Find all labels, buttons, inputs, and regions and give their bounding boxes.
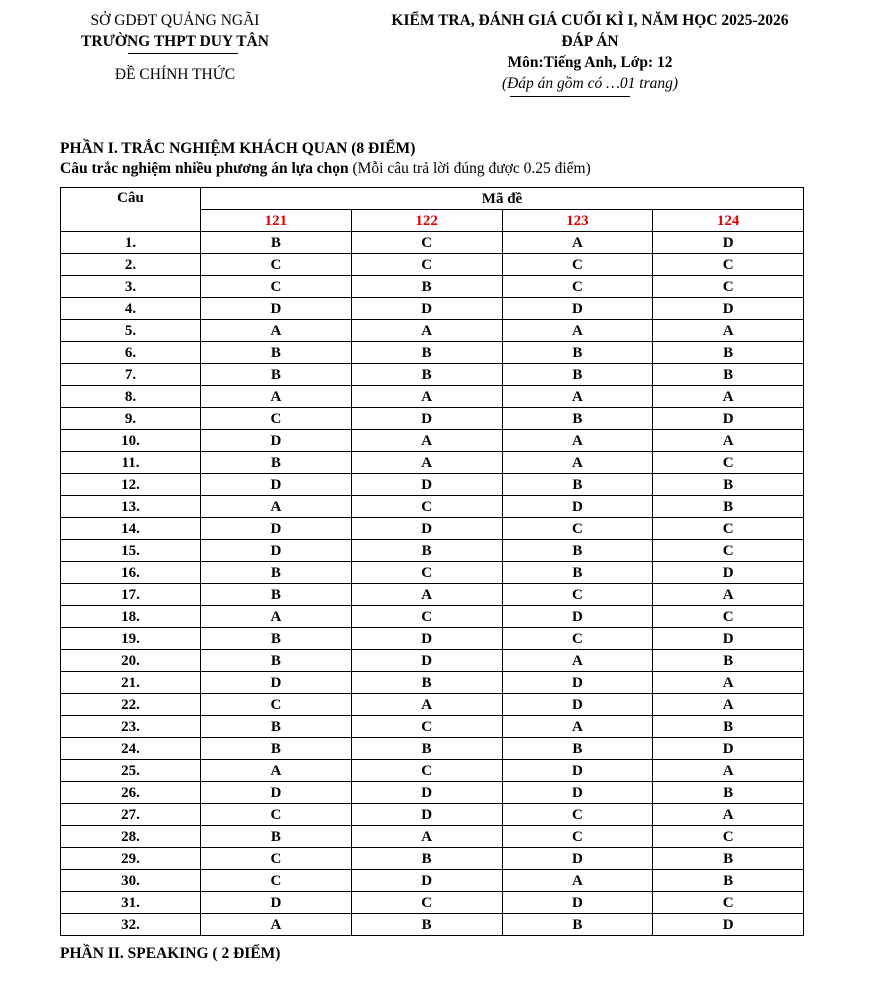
official-label: ĐỀ CHÍNH THỨC: [114, 66, 236, 83]
answer-cell: C: [653, 892, 804, 914]
part1-instruction: [60, 160, 591, 178]
answer-cell: D: [351, 518, 502, 540]
answer-cell: A: [653, 584, 804, 606]
answer-cell: B: [502, 738, 653, 760]
table-row: [61, 584, 804, 606]
header-left: [50, 10, 300, 85]
answer-cell: C: [653, 540, 804, 562]
question-number: 2.: [61, 254, 201, 276]
table-row: [61, 320, 804, 342]
exam-code-124: 124: [653, 210, 804, 232]
answer-cell: D: [653, 232, 804, 254]
part1-heading: PHẦN I. TRẮC NGHIỆM KHÁCH QUAN (8 ĐIỂM): [60, 140, 416, 157]
exam-code-123: 123: [502, 210, 653, 232]
table-row: [61, 760, 804, 782]
answer-cell: C: [502, 826, 653, 848]
answer-cell: D: [653, 562, 804, 584]
answer-cell: B: [351, 848, 502, 870]
answer-cell: C: [351, 496, 502, 518]
answer-cell: C: [653, 518, 804, 540]
table-row: [61, 276, 804, 298]
answer-cell: A: [201, 496, 352, 518]
question-number: 31.: [61, 892, 201, 914]
question-number: 29.: [61, 848, 201, 870]
question-number: 5.: [61, 320, 201, 342]
table-row: [61, 650, 804, 672]
question-number: 4.: [61, 298, 201, 320]
answer-cell: C: [502, 276, 653, 298]
answer-cell: A: [502, 650, 653, 672]
answer-cell: B: [653, 716, 804, 738]
answer-cell: D: [201, 782, 352, 804]
question-number: 15.: [61, 540, 201, 562]
question-number: 1.: [61, 232, 201, 254]
table-row: [61, 738, 804, 760]
answer-cell: D: [201, 892, 352, 914]
header-right: [320, 10, 860, 94]
answer-cell: A: [653, 694, 804, 716]
answer-cell: A: [653, 430, 804, 452]
answer-cell: B: [351, 672, 502, 694]
table-row: [61, 364, 804, 386]
answer-cell: B: [653, 870, 804, 892]
answer-cell: D: [201, 672, 352, 694]
question-number: 3.: [61, 276, 201, 298]
answer-cell: C: [201, 804, 352, 826]
answer-cell: B: [201, 452, 352, 474]
part2-heading: PHẦN II. SPEAKING ( 2 ĐIỂM): [60, 945, 281, 962]
answer-cell: A: [653, 760, 804, 782]
answer-cell: C: [653, 452, 804, 474]
answer-cell: D: [653, 298, 804, 320]
question-number: 20.: [61, 650, 201, 672]
table-row: [61, 452, 804, 474]
answer-cell: C: [201, 694, 352, 716]
answer-cell: A: [502, 232, 653, 254]
table-row: [61, 672, 804, 694]
answer-cell: D: [351, 804, 502, 826]
answer-cell: B: [653, 650, 804, 672]
answer-cell: A: [502, 386, 653, 408]
answer-cell: B: [502, 408, 653, 430]
answer-cell: C: [201, 254, 352, 276]
answer-cell: B: [502, 364, 653, 386]
answer-cell: D: [201, 430, 352, 452]
question-number: 10.: [61, 430, 201, 452]
answer-cell: C: [653, 276, 804, 298]
question-number: 8.: [61, 386, 201, 408]
answer-cell: C: [351, 892, 502, 914]
answer-cell: D: [351, 474, 502, 496]
question-number: 32.: [61, 914, 201, 936]
answer-cell: C: [502, 584, 653, 606]
answer-cell: B: [201, 342, 352, 364]
answer-cell: B: [201, 232, 352, 254]
question-number: 23.: [61, 716, 201, 738]
answer-cell: A: [201, 606, 352, 628]
answer-cell: D: [201, 518, 352, 540]
school-underline: [128, 53, 238, 54]
answer-cell: A: [201, 760, 352, 782]
answer-cell: A: [351, 694, 502, 716]
table-row: [61, 342, 804, 364]
answer-cell: C: [201, 870, 352, 892]
instruction-rest: (Mỗi câu trả lời đúng được 0.25 điểm): [348, 160, 591, 177]
answer-cell: A: [653, 804, 804, 826]
answer-cell: B: [502, 914, 653, 936]
answer-cell: A: [502, 716, 653, 738]
answer-table: [60, 187, 804, 936]
question-number: 21.: [61, 672, 201, 694]
table-row: [61, 782, 804, 804]
school-name: TRƯỜNG THPT DUY TÂN: [81, 33, 269, 50]
answer-cell: B: [201, 584, 352, 606]
table-row: [61, 826, 804, 848]
answer-cell: D: [653, 628, 804, 650]
answer-cell: C: [351, 760, 502, 782]
question-column-header: Câu: [61, 188, 201, 232]
answer-cell: B: [653, 474, 804, 496]
table-row: [61, 694, 804, 716]
question-number: 26.: [61, 782, 201, 804]
answer-cell: C: [502, 804, 653, 826]
answer-cell: A: [502, 430, 653, 452]
answer-cell: A: [653, 320, 804, 342]
answer-cell: C: [201, 276, 352, 298]
answer-cell: A: [351, 826, 502, 848]
answer-cell: D: [653, 914, 804, 936]
answer-cell: B: [653, 848, 804, 870]
answer-cell: D: [351, 298, 502, 320]
table-row: [61, 870, 804, 892]
answer-cell: C: [201, 848, 352, 870]
table-row: [61, 914, 804, 936]
answer-cell: B: [351, 276, 502, 298]
table-row: [61, 892, 804, 914]
answer-cell: C: [351, 562, 502, 584]
instruction-bold: Câu trắc nghiệm nhiều phương án lựa chọn: [60, 160, 349, 177]
question-number: 11.: [61, 452, 201, 474]
answer-cell: D: [502, 848, 653, 870]
answer-cell: B: [201, 650, 352, 672]
exam-code-121: 121: [201, 210, 352, 232]
answer-cell: C: [351, 606, 502, 628]
answer-cell: B: [502, 540, 653, 562]
answer-cell: B: [351, 342, 502, 364]
answer-cell: B: [351, 364, 502, 386]
answer-cell: C: [653, 254, 804, 276]
question-number: 9.: [61, 408, 201, 430]
answer-cell: D: [351, 870, 502, 892]
answer-cell: D: [502, 760, 653, 782]
answer-cell: C: [653, 606, 804, 628]
answer-cell: A: [351, 430, 502, 452]
table-row: [61, 474, 804, 496]
question-number: 18.: [61, 606, 201, 628]
answer-cell: C: [653, 826, 804, 848]
answer-cell: D: [502, 672, 653, 694]
answer-cell: B: [502, 342, 653, 364]
table-row: [61, 716, 804, 738]
answer-cell: B: [201, 364, 352, 386]
table-row: [61, 848, 804, 870]
question-number: 28.: [61, 826, 201, 848]
answer-cell: B: [201, 738, 352, 760]
question-number: 17.: [61, 584, 201, 606]
answer-cell: D: [351, 408, 502, 430]
answer-cell: B: [653, 782, 804, 804]
answer-cell: B: [653, 342, 804, 364]
answer-cell: A: [502, 320, 653, 342]
question-number: 12.: [61, 474, 201, 496]
table-row: [61, 628, 804, 650]
answer-cell: B: [653, 364, 804, 386]
answer-cell: B: [351, 914, 502, 936]
answer-cell: A: [201, 914, 352, 936]
page-count-note: (Đáp án gồm có …01 trang): [501, 75, 679, 92]
answer-cell: D: [201, 474, 352, 496]
answer-cell: B: [201, 716, 352, 738]
question-number: 22.: [61, 694, 201, 716]
answer-cell: B: [502, 562, 653, 584]
answer-cell: B: [201, 628, 352, 650]
answer-cell: D: [351, 782, 502, 804]
question-number: 6.: [61, 342, 201, 364]
header-underline: [510, 96, 630, 97]
question-number: 7.: [61, 364, 201, 386]
answer-cell: B: [351, 738, 502, 760]
question-number: 24.: [61, 738, 201, 760]
question-number: 16.: [61, 562, 201, 584]
answer-cell: D: [502, 496, 653, 518]
table-row: [61, 408, 804, 430]
answer-cell: B: [201, 826, 352, 848]
table-row: [61, 540, 804, 562]
answer-cell: D: [502, 694, 653, 716]
exam-code-header: Mã đề: [201, 188, 804, 210]
answer-cell: D: [201, 298, 352, 320]
table-header-row: [61, 188, 804, 210]
answer-cell: A: [502, 870, 653, 892]
table-row: [61, 804, 804, 826]
answer-cell: B: [351, 540, 502, 562]
table-row: [61, 232, 804, 254]
answer-cell: C: [351, 716, 502, 738]
question-number: 14.: [61, 518, 201, 540]
answer-cell: D: [502, 298, 653, 320]
answer-cell: A: [201, 320, 352, 342]
answer-cell: C: [502, 254, 653, 276]
exam-code-122: 122: [351, 210, 502, 232]
table-row: [61, 430, 804, 452]
table-row: [61, 496, 804, 518]
answer-cell: B: [653, 496, 804, 518]
answer-cell: C: [502, 628, 653, 650]
answer-cell: D: [502, 782, 653, 804]
table-row: [61, 518, 804, 540]
answer-cell: D: [502, 606, 653, 628]
answer-cell: A: [351, 584, 502, 606]
question-number: 19.: [61, 628, 201, 650]
table-row: [61, 254, 804, 276]
answer-cell: A: [653, 386, 804, 408]
answer-cell: A: [351, 452, 502, 474]
answer-cell: D: [201, 540, 352, 562]
question-number: 30.: [61, 870, 201, 892]
answer-cell: C: [351, 232, 502, 254]
subject-grade: Môn:Tiếng Anh, Lớp: 12: [507, 54, 673, 71]
answer-cell: D: [653, 738, 804, 760]
answer-cell: A: [351, 320, 502, 342]
answer-cell: B: [201, 562, 352, 584]
table-row: [61, 606, 804, 628]
table-row: [61, 298, 804, 320]
answer-cell: A: [201, 386, 352, 408]
answer-cell: B: [502, 474, 653, 496]
answer-cell: D: [653, 408, 804, 430]
exam-title: KIỂM TRA, ĐÁNH GIÁ CUỐI KÌ I, NĂM HỌC 2025-2026: [391, 12, 789, 29]
answer-cell: D: [351, 650, 502, 672]
answer-cell: A: [653, 672, 804, 694]
question-number: 13.: [61, 496, 201, 518]
department-name: SỞ GDĐT QUẢNG NGÃI: [90, 12, 260, 29]
table-row: [61, 562, 804, 584]
question-number: 25.: [61, 760, 201, 782]
answer-key-label: ĐÁP ÁN: [561, 33, 619, 50]
answer-cell: D: [502, 892, 653, 914]
answer-cell: A: [502, 452, 653, 474]
answer-cell: C: [201, 408, 352, 430]
answer-cell: D: [351, 628, 502, 650]
question-number: 27.: [61, 804, 201, 826]
answer-cell: C: [351, 254, 502, 276]
table-row: [61, 386, 804, 408]
answer-cell: A: [351, 386, 502, 408]
answer-cell: C: [502, 518, 653, 540]
